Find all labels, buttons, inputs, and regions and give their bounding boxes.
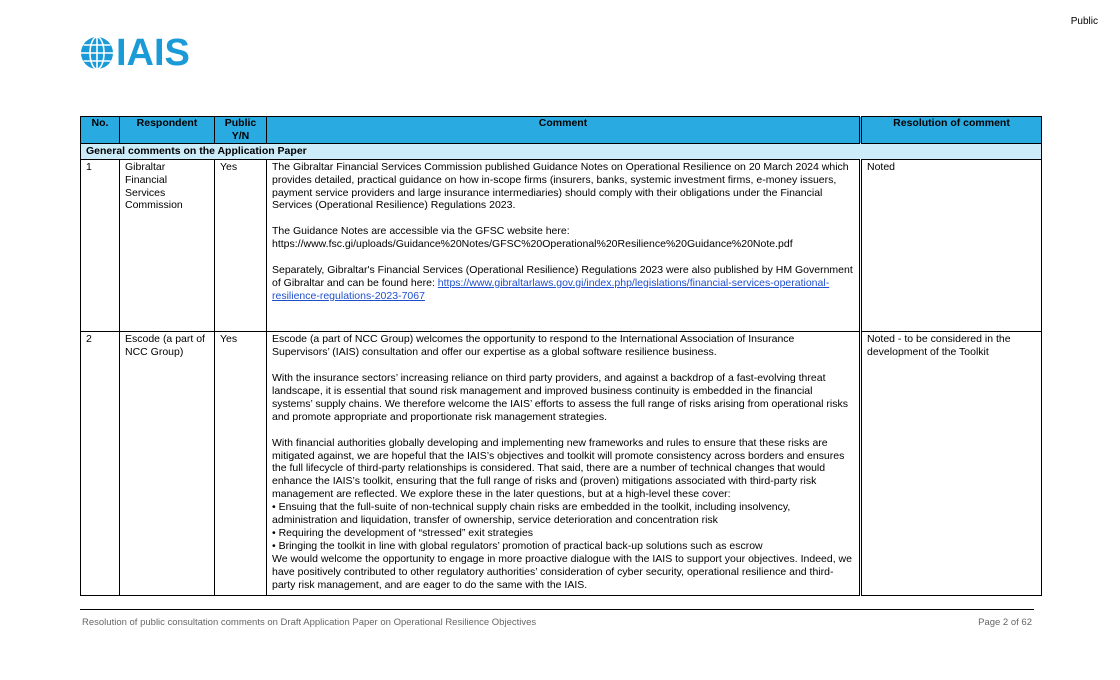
comment-bullet: • Bringing the toolkit in line with global regulators’ promotion of practical back-up solutions such as escrow bbox=[272, 539, 763, 552]
comment-cell bbox=[267, 332, 861, 595]
comment-paragraph: With financial authorities globally developing and implementing new frameworks and rules to ensure that these risks are mitigated against, we are hopeful that the IAIS’s objectives and toolkit will promote consistency across borders and ensures the full lifecycle of third-party relationships is considered. That said, there are a number of technical changes that would enhance the IAIS’s toolkit, ensuring that the full range of risks and (proven) mitigations associated with third-party risk management are reflected. We explore these in the later questions, but at a high-level these cover: bbox=[272, 436, 845, 501]
classification-label: Public bbox=[1070, 16, 1098, 27]
table-row bbox=[81, 332, 1042, 595]
respondent-name: Gibraltar Financial Services Commission bbox=[120, 159, 215, 332]
column-header-comment: Comment bbox=[267, 117, 861, 144]
comment-paragraph bbox=[272, 264, 854, 303]
comment-bullet: • Requiring the development of “stressed” exit strategies bbox=[272, 527, 534, 539]
row-number: 1 bbox=[81, 159, 120, 332]
page-number: Page 2 of 62 bbox=[978, 617, 1032, 628]
section-title: General comments on the Application Paper bbox=[81, 143, 1042, 159]
row-number: 2 bbox=[81, 332, 120, 595]
comment-bullet: • Ensuing that the full-suite of non-technical supply chain risks are embedded in the toolkit, including insolvency, administration and liquidation, transfer of ownership, service deterioration and concentration risk bbox=[272, 501, 791, 527]
comment-cell bbox=[267, 159, 861, 332]
column-header-public: Public Y/N bbox=[215, 117, 267, 144]
public-flag: Yes bbox=[215, 159, 267, 332]
globe-icon bbox=[80, 36, 114, 70]
spacer bbox=[272, 316, 854, 329]
table-header-row bbox=[81, 117, 1042, 144]
public-flag: Yes bbox=[215, 332, 267, 595]
resolution-cell: Noted bbox=[861, 159, 1042, 332]
column-header-respondent: Respondent bbox=[120, 117, 215, 144]
comment-paragraph: With the insurance sectors’ increasing reliance on third party providers, and against a backdrop of a fast-evolving threat landscape, it is essential that sound risk management and improved business continuity is embedded in the financial systems’ supply chains. We therefore welcome the IAIS’ efforts to assess the full range of risks arising from operational risks and promote appropriate and proportionate risk management strategies. bbox=[272, 372, 848, 423]
table-row bbox=[81, 159, 1042, 332]
gibraltar-laws-link[interactable]: https://www.gibraltarlaws.gov.gi/index.php/legislations/financial-services-operational-resilience-regulations-2023-7067 bbox=[272, 276, 830, 302]
footer-title: Resolution of public consultation comments on Draft Application Paper on Operational Resilience Objectives bbox=[82, 617, 537, 628]
section-row bbox=[81, 143, 1042, 159]
logo-text: IAIS bbox=[116, 32, 190, 74]
resolution-cell: Noted - to be considered in the development of the Toolkit bbox=[861, 332, 1042, 595]
comment-text: Separately, Gibraltar's Financial Services (Operational Resilience) Regulations 2023 were also published by HM Government of Gibraltar and can be found here: bbox=[272, 263, 853, 289]
column-header-resolution: Resolution of comment bbox=[861, 117, 1042, 144]
comment-paragraph: Escode (a part of NCC Group) welcomes the opportunity to respond to the International Association of Insurance Supervisors’ (IAIS) consultation and offer our expertise as a global software resilience business. bbox=[272, 333, 795, 359]
comments-table bbox=[80, 116, 1042, 596]
respondent-name: Escode (a part of NCC Group) bbox=[120, 332, 215, 595]
comment-paragraph: The Gibraltar Financial Services Commission published Guidance Notes on Operational Resilience on 20 March 2024 which provides detailed, practical guidance on how in-scope firms (insurers, banks, systemic investment firms, e-money issuers, payment service providers and large insurance intermediaries) should comply with their obligations under the Financial Services (Operational Resilience) Regulations 2023. bbox=[272, 160, 849, 212]
comment-paragraph: The Guidance Notes are accessible via the GFSC website here: https://www.fsc.gi/uploads/Guidance%20Notes/GFSC%20Operational%20Resilience%20Guidance%20Note.pdf bbox=[272, 225, 793, 251]
footer-divider bbox=[80, 609, 1034, 610]
column-header-no: No. bbox=[81, 117, 120, 144]
comment-paragraph: We would welcome the opportunity to engage in more proactive dialogue with the IAIS to support your objectives. Indeed, we have positively contributed to other regulatory authorities’ consideration of cyber security, operational resilience and third-party risk management, and are eager to do the same with the IAIS. bbox=[272, 552, 852, 591]
iais-logo bbox=[80, 32, 190, 74]
